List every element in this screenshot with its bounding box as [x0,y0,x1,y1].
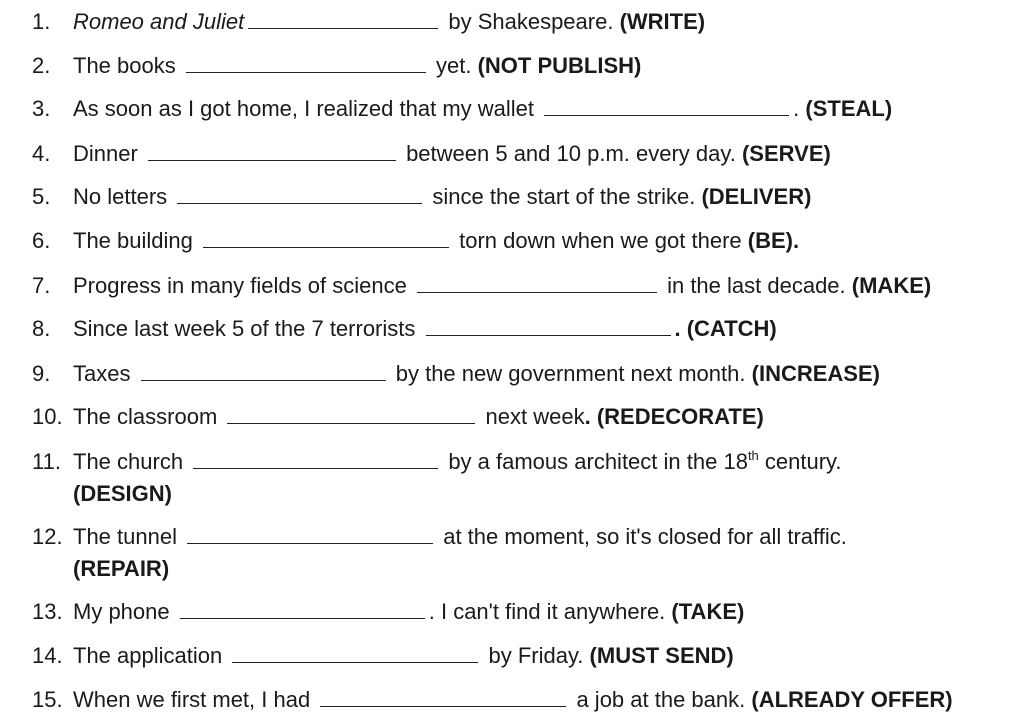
item-text-before: The church [73,449,184,474]
item-text-before: The building [73,228,193,253]
answer-blank[interactable] [227,405,475,424]
item-number: 15. [32,687,63,712]
item-text-after: since the start of the strike. [432,184,696,209]
verb-hint: (DESIGN) [73,481,172,506]
verb-hint: (STEAL) [805,96,893,121]
item-number: 9. [32,361,51,386]
answer-blank[interactable] [203,229,449,248]
answer-blank[interactable] [544,97,789,116]
verb-hint: (INCREASE) [751,361,880,386]
item-text-after: by Shakespeare. [448,9,614,34]
item-text-before: The classroom [73,404,218,429]
answer-blank[interactable] [148,142,396,161]
item-number: 6. [32,228,51,253]
verb-hint: (MAKE) [851,273,932,298]
item-text-before: Romeo and Juliet [73,9,245,34]
item-text-after-2: century. [764,449,842,474]
item-number: 14. [32,643,63,668]
answer-blank[interactable] [187,525,433,544]
answer-blank[interactable] [320,688,566,707]
item-text-before: Progress in many fields of science [73,273,407,298]
verb-hint: (REPAIR) [73,556,170,581]
verb-hint: (ALREADY OFFER) [751,687,953,712]
item-text-after: a job at the bank. [576,687,746,712]
item-text-after: . I can't find it anywhere. [428,599,666,624]
item-text-before: When we first met, I had [73,687,311,712]
item-text-after: by the new government next month. [395,361,746,386]
item-text-after: by a famous architect in the 18 [448,449,748,474]
item-number: 12. [32,524,63,549]
answer-blank[interactable] [232,644,478,663]
item-number: 4. [32,141,51,166]
item-text-before: Dinner [73,141,138,166]
item-number: 2. [32,53,51,78]
item-number: 13. [32,599,63,624]
answer-blank[interactable] [417,274,657,293]
item-text-before: My phone [73,599,170,624]
item-number: 11. [32,449,61,474]
answer-blank[interactable] [186,54,426,73]
verb-hint: (DELIVER) [701,184,812,209]
item-text-before: Since last week 5 of the 7 terrorists [73,316,416,341]
item-text-before: The tunnel [73,524,177,549]
item-text-before: The books [73,53,176,78]
item-number: 7. [32,273,51,298]
item-text-before: The application [73,643,223,668]
verb-hint: (WRITE) [619,9,706,34]
item-text-after: between 5 and 10 p.m. every day. [406,141,736,166]
item-number: 1. [32,9,51,34]
answer-blank[interactable] [180,600,425,619]
item-text-before: No letters [73,184,168,209]
answer-blank[interactable] [248,10,438,29]
item-text-before: Taxes [73,361,131,386]
answer-blank[interactable] [177,185,422,204]
verb-hint: (SERVE) [741,141,831,166]
item-text-before: As soon as I got home, I realized that my wallet [73,96,535,121]
item-number: 5. [32,184,51,209]
item-text-after: yet. [435,53,472,78]
item-number: 8. [32,316,51,341]
item-text-after: at the moment, so it's closed for all traffic. [443,524,847,549]
item-number: 3. [32,96,51,121]
answer-blank[interactable] [141,362,386,381]
item-text-after: next week [485,404,585,429]
verb-hint: (TAKE) [671,599,745,624]
verb-hint: . (CATCH) [674,316,777,341]
answer-blank[interactable] [426,317,671,336]
item-text-after: by Friday. [488,643,584,668]
verb-hint: . (REDECORATE) [584,404,764,429]
superscript-th: th [747,448,759,463]
verb-hint: (NOT PUBLISH) [477,53,642,78]
item-text-after: . [793,96,800,121]
answer-blank[interactable] [193,450,438,469]
item-number: 10. [32,404,63,429]
verb-hint: (BE). [747,228,800,253]
item-text-after: torn down when we got there [459,228,742,253]
verb-hint: (MUST SEND) [589,643,734,668]
item-text-after: in the last decade. [667,273,846,298]
